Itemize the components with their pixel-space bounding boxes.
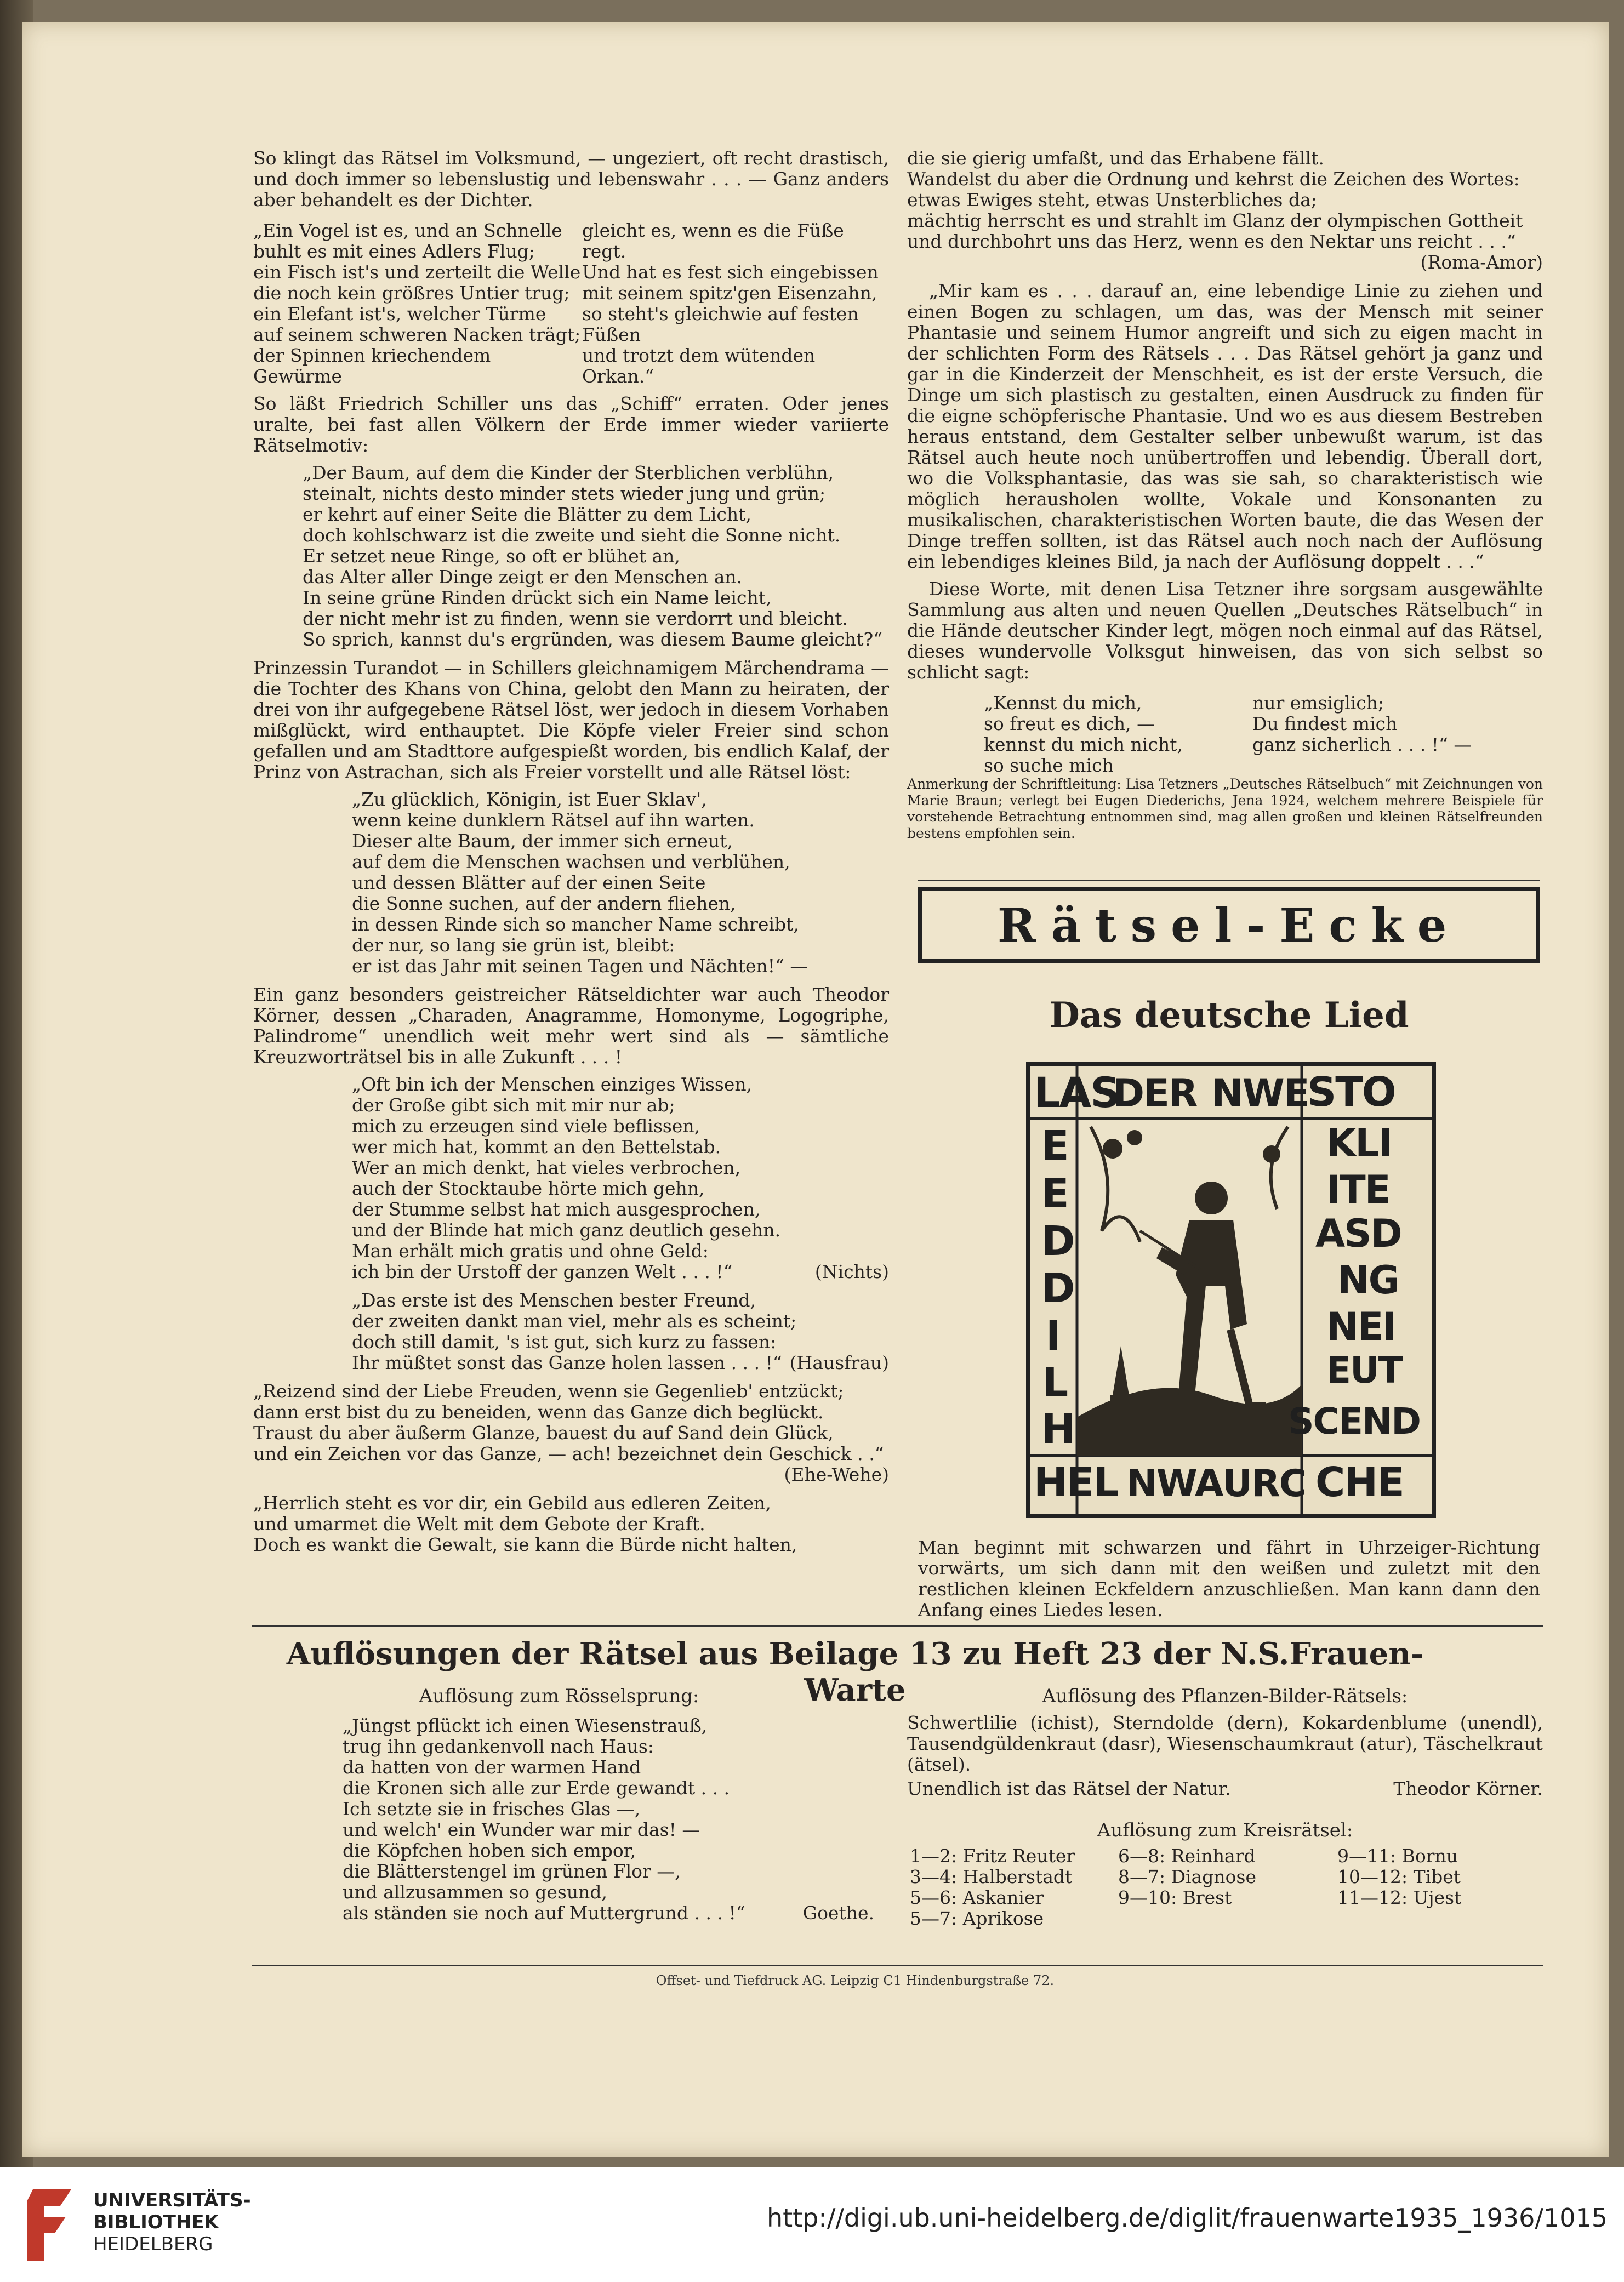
printer-imprint: Offset- und Tiefdruck AG. Leipzig C1 Hindenburgstraße 72. xyxy=(656,1973,1055,1988)
nichts-verse: „Oft bin ich der Menschen einziges Wissen, der Große gibt sich mit mir nur ab; mich zu erzeugen sind viele beflissen, wer mich hat, kommt an den Bettelstab. Wer an mich denkt, hat vieles verbrochen, auch der Stocktaube hörte mich gehn, der Stumme selbst hat mich ausgesprochen, und der Blinde hat mich ganz deutlich gesehn. Man erhält mich gratis und ohne Geld: ich bin der Urstoff der ganzen Welt . . . !“ xyxy=(352,1074,781,1282)
kreis-heading: Auflösung zum Kreisrätsel: xyxy=(1097,1819,1353,1841)
roma-verse-end: die sie gierig umfaßt, und das Erhabene fällt. Wandelst du aber die Ordnung und kehrst die Zeichen des Wortes: etwas Ewiges steht, etwas Unsterbliches da; mächtig herrscht es und strahlt im Glanz der olympischen Gottheit und durchbohrt uns das Herz, wenn es den Nektar uns reicht . . .“ xyxy=(907,147,1523,252)
tetzner-quote-paragraph: „Mir kam es . . . darauf an, eine lebendige Linie zu ziehen und einen Bogen zu schlagen, um das, was der Mensch mit seiner Phantasie und seinem Humor angreift und sich zu eigen macht in der schlichten Form des Rätsels . . . Das Rätsel gehört ja ganz und gar in die Kinderzeit der Menschheit, es ist der erste Versuch, die Dinge um sich plastisch zu gestalten, einen Ausdruck zu finden für die eigne schöpferische Phantasie. Und wo es aus diesem Bestreben heraus entstand, dem Gestalter selber unbewußt warum, ist das Rätsel auch heute noch unübertroffen und lebendig. Überall dort, wo die Volksphantasie, das was sie sah, so charakteristisch wie möglich herausholen wollte, Vokale und Konsonanten zu musikalischen, charakteristischen Worten baute, die das Wesen der Dinge treffen sollten, ist das Rätsel auch noch nach der Auflösung ein lebendiges kleines Bild, ja nach der Auflösung doppelt . . .“ xyxy=(907,280,1543,572)
puzzle-title: Das deutsche Lied xyxy=(1049,995,1409,1036)
roessel-heading: Auflösung zum Rösselsprung: xyxy=(419,1685,699,1707)
schiller-verse-right: gleicht es, wenn es die Füße regt. Und hat es fest sich eingebissen mit seinem spitz'gen Eisenzahn, so steht's gleichwie auf festen Füßen und trotzt dem wütenden Orkan.“ xyxy=(582,220,879,387)
hausfrau-answer: (Hausfrau) xyxy=(789,1352,889,1373)
kreis-cell: 9—11: Bornu xyxy=(1337,1845,1458,1867)
puzzle-cell-r3: ASD xyxy=(1315,1211,1401,1256)
kreis-cell: 11—12: Ujest xyxy=(1337,1887,1462,1908)
library-name-line3: HEIDELBERG xyxy=(93,2233,213,2255)
kreis-row xyxy=(910,1867,1540,1887)
puzzle-cell-top1: LAS xyxy=(1034,1068,1119,1117)
puzzle-cell-l2: E xyxy=(1041,1170,1068,1217)
turandot-paragraph: Prinzessin Turandot — in Schillers gleichnamigem Märchendrama — die Tochter des Khans von China, gelobt den Mann zu heiraten, der drei von ihr aufgegebene Rätsel löst, wer jedoch in diesem Vorhaben mißglückt, wird enthauptet. Die Köpfe vieler Freier sind schon gefallen und am Stadttore aufgespießt worden, bis endlich Kalaf, der Prinz von Astrachan, sich als Freier vorstellt und alle Rätsel löst: xyxy=(253,657,889,783)
pflanzen-result: Unendlich ist das Rätsel der Natur. xyxy=(907,1778,1231,1799)
pflanzen-result-line xyxy=(907,1778,1543,1799)
right-column-divider xyxy=(918,880,1540,881)
solutions-top-rule xyxy=(252,1625,1543,1627)
library-name-line2: BIBLIOTHEK xyxy=(93,2211,219,2233)
puzzle-cell-r2: ITE xyxy=(1326,1167,1390,1212)
puzzle-cell-b3: URC xyxy=(1222,1462,1306,1505)
kreis-cell xyxy=(1118,1908,1337,1929)
roma-answer: (Roma-Amor) xyxy=(1420,252,1543,273)
kreis-cell: 6—8: Reinhard xyxy=(1118,1845,1256,1867)
pflanzen-heading: Auflösung des Pflanzen-Bilder-Rätsels: xyxy=(1042,1685,1408,1707)
puzzle-cell-top2: DER xyxy=(1113,1071,1197,1116)
puzzle-cell-r1: KLI xyxy=(1326,1121,1392,1166)
puzzle-cell-top4: STO xyxy=(1307,1069,1395,1116)
kreis-row xyxy=(910,1887,1540,1908)
editor-note: Anmerkung der Schriftleitung: Lisa Tetzners „Deutsches Rätselbuch“ mit Zeichnungen von Marie Braun; verlegt bei Eugen Diederichs, Jena 1924, welchem mehrere Beispiele für vorstehende Betrachtung entnommen sind, mag allen großen und kleinen Rätselfreunden bestens empfohlen sein. xyxy=(907,776,1543,841)
library-name-line1: UNIVERSITÄTS- xyxy=(93,2189,251,2211)
puzzle-cell-l7: H xyxy=(1041,1406,1074,1453)
schiller-verse-left: „Ein Vogel ist es, und an Schnelle buhlt es mit eines Adlers Flug; ein Fisch ist's und zerteilt die Welle die noch kein größres Untier trug; ein Elefant ist's, welcher Türme auf seinem schweren Nacken trägt; der Spinnen kriechendem Gewürme xyxy=(253,220,581,387)
kreis-cell: 1—2: Fritz Reuter xyxy=(910,1845,1075,1867)
kreis-cell xyxy=(1337,1908,1540,1929)
puzzle-cell-b2: NWA xyxy=(1126,1462,1223,1505)
document-url-link[interactable]: http://digi.ub.uni-heidelberg.de/diglit/frauenwarte1935_1936/1015 xyxy=(766,2203,1608,2233)
ehe-verse: „Reizend sind der Liebe Freuden, wenn sie Gegenlieb' entzückt; dann erst bist du zu beneiden, wenn das Ganze dich beglückt. Traust du aber äußerm Glanze, bauest du auf Sand dein Glück, und ein Zeichen vor das Ganze, — ach! bezeichnet dein Geschick . .“ xyxy=(253,1380,884,1464)
kreis-solution-table xyxy=(910,1846,1540,1929)
puzzle-cell-r5: NEI xyxy=(1326,1304,1396,1349)
puzzle-cell-l3: D xyxy=(1041,1218,1074,1265)
ehe-answer: (Ehe-Wehe) xyxy=(784,1464,889,1485)
kennst-verse-left: „Kennst du mich, so freut es dich, — kennst du mich nicht, so suche mich xyxy=(984,692,1183,776)
library-name xyxy=(93,2189,251,2255)
hausfrau-verse: „Das erste ist des Menschen bester Freund, der zweiten dankt man viel, mehr als es scheint; doch still damit, 's ist gut, sich kurz zu fassen: Ihr müßtet sonst das Ganze holen lassen . . . !“ xyxy=(352,1290,797,1373)
koerner-paragraph: Ein ganz besonders geistreicher Rätseldichter war auch Theodor Körner, dessen „Charaden, Anagramme, Homonyme, Logogriphe, Palindrome“ unendlich weit mehr wert sind als — sämtliche Kreuzworträtsel bis in alle Zukunft . . . ! xyxy=(253,984,889,1068)
puzzle-cell-b1: HEL xyxy=(1034,1459,1118,1506)
kreis-cell: 10—12: Tibet xyxy=(1337,1866,1461,1887)
roessel-author: Goethe. xyxy=(802,1902,874,1924)
puzzle-cell-l6: L xyxy=(1042,1359,1068,1406)
puzzle-cell-l5: I xyxy=(1046,1313,1060,1360)
puzzle-cell-r4: NG xyxy=(1337,1258,1399,1303)
right-text-column xyxy=(907,148,1543,848)
kreis-cell: 5—7: Aprikose xyxy=(910,1908,1044,1929)
kreis-cell: 9—10: Brest xyxy=(1118,1887,1232,1908)
kennst-verse xyxy=(984,693,1543,776)
puzzle-cell-r7: SCEND xyxy=(1288,1400,1421,1442)
pflanzen-text: Schwertlilie (ichist), Sterndolde (dern), Kokardenblume (unendl), Tausendgüldenkraut (dasr), Wiesenschaumkraut (atur), Täschelkraut (ätsel). xyxy=(907,1712,1543,1775)
puzzle-instructions: Man beginnt mit schwarzen und fährt in Uhrzeiger-Richtung vorwärts, um sich dann mit den weißen und zuletzt mit den restlichen kleinen Eckfeldern anzuschließen. Man kann dann den Anfang eines Liedes lesen. xyxy=(918,1537,1540,1621)
baum-verse: „Der Baum, auf dem die Kinder der Sterblichen verblühn, steinalt, nichts desto minder stets wieder jung und grün; er kehrt auf einer Seite die Blätter zu dem Licht, doch kohlschwarz ist die zweite und sieht die Sonne nicht. Er setzet neue Ringe, so oft er blühet an, das Alter aller Dinge zeigt er den Menschen an. In seine grüne Rinden drückt sich ein Name leicht, der nicht mehr ist zu finden, wenn sie verdorrt und bleicht. So sprich, kannst du's ergründen, was diesem Baume gleicht?“ xyxy=(303,462,883,650)
schiller-verse xyxy=(253,220,889,387)
kennst-verse-right: nur emsiglich; Du findest mich ganz sicherlich . . . !“ — xyxy=(1252,692,1472,755)
schiff-paragraph: So läßt Friedrich Schiller uns das „Schiff“ erraten. Oder jenes uralte, bei fast allen Völkern der Erde immer wieder variierte Rätselmotiv: xyxy=(253,393,889,456)
puzzle-cell-b4: CHE xyxy=(1315,1459,1404,1506)
roessel-poem: „Jüngst pflückt ich einen Wiesenstrauß, trug ihn gedankenvoll nach Haus: da hatten von der warmen Hand die Kronen sich alle zur Erde gewandt . . . Ich setzte sie in frisches Glas —, und welch' ein Wunder war mir das! — die Köpfchen hoben sich empor, die Blätterstengel im grünen Flor —, und allzusammen so gesund, als ständen sie noch auf Muttergrund . . . !“ xyxy=(343,1715,745,1924)
roessel-solution xyxy=(343,1715,874,1924)
pflanzen-solution xyxy=(907,1713,1543,1799)
footer-rule xyxy=(252,1965,1543,1966)
letter-puzzle-image xyxy=(1026,1062,1436,1518)
pflanzen-author: Theodor Körner. xyxy=(1393,1778,1543,1799)
nichts-answer: (Nichts) xyxy=(814,1261,889,1282)
kreis-cell: 3—4: Halberstadt xyxy=(910,1866,1073,1887)
puzzle-cell-l4: D xyxy=(1041,1265,1074,1312)
tetzner-paragraph: Diese Worte, mit denen Lisa Tetzner ihre sorgsam ausgewählte Sammlung aus alten und neuen Quellen „Deutsches Rätselbuch“ in die Hände deutscher Kinder legt, mögen noch einmal auf das Rätsel, dieses wundervolle Volksgut hinweisen, das von sich selbst so schlicht sagt: xyxy=(907,578,1543,683)
kreis-row xyxy=(910,1908,1540,1929)
left-text-column xyxy=(253,148,889,1555)
solutions-title: Auflösungen der Rätsel aus Beilage 13 zu Heft 23 der N.S.Frauen-Warte xyxy=(286,1636,1424,1708)
kreis-cell: 8—7: Diagnose xyxy=(1118,1866,1256,1887)
puzzle-cell-top3: NWE xyxy=(1211,1071,1309,1116)
intro-paragraph: So klingt das Rätsel im Volksmund, — ungeziert, oft recht drastisch, und doch immer so lebenslustig und lebenswahr . . . — Ganz anders aber behandelt es der Dichter. xyxy=(253,147,889,210)
kalaf-verse: „Zu glücklich, Königin, ist Euer Sklav', wenn keine dunklern Rätsel auf ihn warten. Dieser alte Baum, der immer sich erneut, auf dem die Menschen wachsen und verblühen, und dessen Blätter auf der einen Seite die Sonne suchen, auf der andern fliehen, in dessen Rinde sich so mancher Name schreibt, der nur, so lang sie grün ist, bleibt: er ist das Jahr mit seinen Tagen und Nächten!“ — xyxy=(352,789,808,977)
library-logo-shape xyxy=(27,2189,71,2261)
kreis-row xyxy=(910,1846,1540,1867)
library-logo-icon xyxy=(16,2184,82,2266)
raetsel-ecke-heading: Rätsel-Ecke xyxy=(918,887,1540,963)
roma-verse-start: „Herrlich steht es vor dir, ein Gebild aus edleren Zeiten, und umarmet die Welt mit dem Gebote der Kraft. Doch es wankt die Gewalt, sie kann die Bürde nicht halten, xyxy=(253,1492,797,1555)
kreis-cell: 5—6: Askanier xyxy=(910,1887,1044,1908)
puzzle-cell-l1: E xyxy=(1041,1122,1068,1169)
puzzle-cell-r6: EUT xyxy=(1326,1349,1402,1391)
